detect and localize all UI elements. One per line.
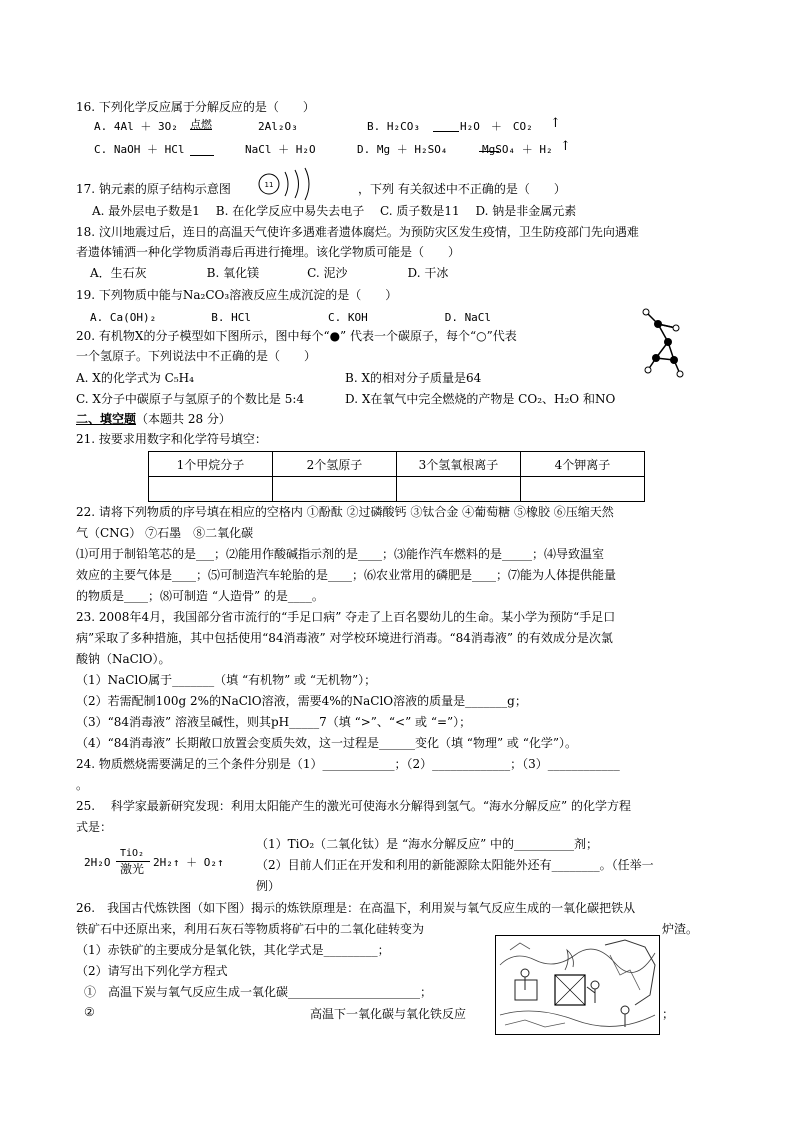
ancient-iron-smelting-illustration [495,935,660,1035]
q26-line1: 26. 我国古代炼铁图（如下图）揭示的炼铁原理是：在高温下，利用炭与氧气反应生成的一氧化碳把铁从 [76,901,636,915]
up-arrow-icon: ↑ [550,116,561,131]
q25-line1: 25. 科学家最新研究发现：利用太阳能产生的激光可使海水分解得到氢气。“海水分解反应” 的化学方程 [76,799,631,813]
table-header: 3个氢氧根离子 [397,452,521,477]
q16-option-d-product: MgSO₄ ＋ H₂ [482,143,553,156]
q26-sub2: （2）请写出下列化学方程式 [76,964,228,978]
q22-line4[interactable]: 效应的主要气体是____；⑸可制造汽车轮胎的是____；⑹农业常用的磷肥是____；⑺能为人体提供能量 [76,568,617,582]
q20-option-c[interactable]: C. X分子中碳原子与氢原子的个数比是 5:4 [76,392,305,406]
q22-line1: 22. 请将下列物质的序号填在相应的空格内 ①酚酞 ②过磷酸钙 ③钛合金 ④葡萄糖 ⑤橡胶 ⑥压缩天然 [76,505,614,519]
q26-sub1[interactable]: （1）赤铁矿的主要成分是氧化铁，其化学式是_________； [76,943,390,957]
q16-c-arrow [190,155,214,156]
q26-sub4-end: ； [662,1007,675,1021]
q16-option-a-condition: 点燃 [190,118,212,131]
q20-option-b[interactable]: B. X的相对分子质量是64 [345,371,482,385]
q16-option-b-product: H₂O ＋ CO₂ [460,120,533,133]
q18-options[interactable]: A．生石灰 B. 氧化镁 C. 泥沙 D. 干冰 [90,266,449,280]
q25-line2: 式是： [76,820,113,834]
q16-option-a[interactable]: A. 4Al ＋ 3O₂ [94,120,178,133]
table-header: 4个钾离子 [521,452,645,477]
q24-line1[interactable]: 24. 物质燃烧需要满足的三个条件分别是（1）____________；（2）_____________；（3）____________ [76,757,620,771]
q16-option-c-product: NaCl ＋ H₂O [245,143,316,156]
q23-line1: 23. 2008年4月，我国部分省市流行的“手足口病” 夺走了上百名婴幼儿的生命。某小学为预防“手足口 [76,610,616,624]
answer-cell[interactable] [273,477,397,502]
answer-cell[interactable] [149,477,273,502]
q25-sub1[interactable]: （1）TiO₂（二氧化钛）是 “海水分解反应” 中的__________剂； [256,837,599,851]
q16-stem: 16. 下列化学反应属于分解反应的是（ ） [76,100,315,114]
q22-line2: 气（CNG） ⑦石墨 ⑧二氧化碳 [76,526,254,540]
q25-eq-right: 2H₂↑ ＋ O₂↑ [153,856,224,869]
q18-line2: 者遗体铺洒一种化学物质消毒后再进行掩埋。该化学物质可能是（ ） [76,245,461,259]
q25-eq-left: 2H₂O [84,856,111,869]
q23-line3: 酸钠（NaClO）。 [76,652,171,666]
q23-sub2[interactable]: （2）若需配制100g 2%的NaClO溶液，需要4%的NaClO溶液的质量是_______g； [76,694,527,708]
answer-cell[interactable] [397,477,521,502]
q25-sub2[interactable]: （2）目前人们正在开发和利用的新能源除太阳能外还有________。（任举一 [256,858,654,872]
q16-option-c[interactable]: C. NaOH ＋ HCl [94,143,185,156]
table-header: 1个甲烷分子 [149,452,273,477]
q23-line2: 病”采取了多种措施，其中包括使用“84消毒液” 对学校环境进行消毒。“84消毒液” 的有效成分是次氯 [76,631,613,645]
q20-option-d[interactable]: D. X在氧气中完全燃烧的产物是 CO₂、H₂O 和NO [345,392,616,406]
q20-line1: 20. 有机物X的分子模型如下图所示，图中每个“●” 代表一个碳原子，每个“○”代表 [76,329,517,343]
q20-line2: 一个氢原子。下列说法中不正确的是（ ） [76,349,317,363]
section-title [76,413,231,427]
q23-sub1[interactable]: （1）NaClO属于_______（填 “有机物” 或 “无机物”）； [76,673,377,687]
q24-line2: 。 [76,778,89,792]
q21-stem: 21. 按要求用数字和化学符号填空： [76,432,267,446]
q16-b-arrow [433,131,459,132]
section-heading: 二、填空题 [76,412,137,426]
q16-option-d[interactable]: D. Mg ＋ H₂SO₄ [357,143,448,156]
q23-sub4[interactable]: （4）“84消毒液” 长期敞口放置会变质失效，这一过程是______变化（填 “物理” 或 “化学”）。 [76,736,577,750]
q21-answer-table [148,451,645,502]
q17-tail: ，下列 有关叙述中不正确的是（ ） [358,182,566,196]
nucleus-label: 11 [264,181,274,189]
q19-options[interactable]: A. Ca(OH)₂ B. HCl C. KOH D. NaCl [90,311,492,324]
q16-option-b[interactable]: B. H₂CO₃ [367,120,420,133]
q16-option-a-product: 2Al₂O₃ [258,120,298,133]
q17-options[interactable]: A. 最外层电子数是1 B. 在化学反应中易失去电子 C. 质子数是11 D. 钠是非金属元素 [92,204,577,218]
sodium-atom-diagram [255,168,315,204]
table-header: 2个氢原子 [273,452,397,477]
section-note: （本题共 28 分） [136,412,231,426]
q25-eq-condition: 激光 [120,862,145,876]
q18-line1: 18. 汶川地震过后，连日的高温天气使许多遇难者遗体腐烂。为预防灾区发生疫情，卫生防疫部门先向遇难 [76,225,639,239]
up-arrow-icon: ↑ [560,139,571,154]
q25-sub2-cont: 例） [256,879,281,893]
q26-sub4-number: ② [84,1005,95,1019]
q25-eq-catalyst: TiO₂ [120,848,145,859]
q20-option-a[interactable]: A. X的化学式为 C₅H₄ [76,371,194,385]
q26-sub4-text[interactable]: 高温下一氧化碳与氧化铁反应 [310,1007,467,1021]
q23-sub3[interactable]: （3）“84消毒液” 溶液呈碱性，则其pH_____7（填 “>”、“<” 或 “=”）； [76,715,472,729]
q17-stem: 17. 钠元素的原子结构示意图 [76,182,231,196]
molecule-x-diagram [630,300,690,380]
q22-line3[interactable]: ⑴可用于制铅笔芯的是___；⑵能用作酸碱指示剂的是____；⑶能作汽车燃料的是_____；⑷导致温室 [76,547,605,561]
q26-sub3[interactable]: ① 高温下炭与氧气反应生成一氧化碳______________________； [84,985,433,999]
q26-line2: 铁矿石中还原出来，利用石灰石等物质将矿石中的二氧化硅转变为 [76,922,425,936]
q26-line2-tail: 炉渣。 [662,922,699,936]
answer-cell[interactable] [521,477,645,502]
q22-line5[interactable]: 的物质是____；⑻可制造 “人造骨” 的是____。 [76,589,324,603]
q19-stem: 19. 下列物质中能与Na₂CO₃溶液反应生成沉淀的是（ ） [76,288,398,302]
